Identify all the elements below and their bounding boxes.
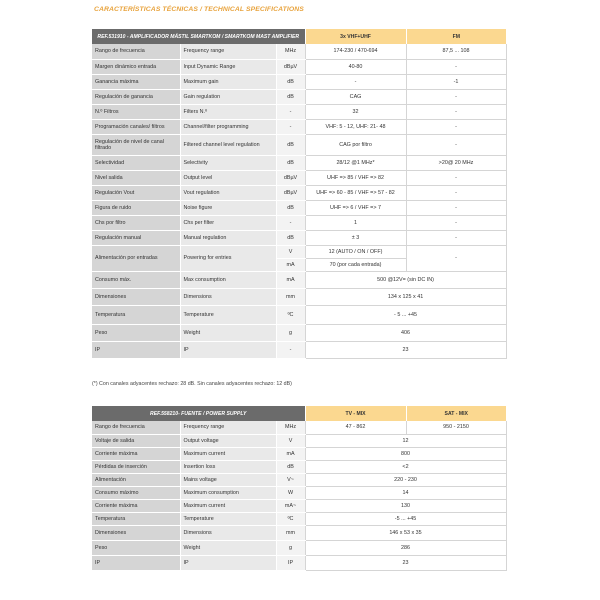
unit-cell: dBµV xyxy=(276,170,305,185)
value-cell: 500 @12V= (sin DC IN) xyxy=(305,271,506,288)
english-label: Maximum consumption xyxy=(180,486,276,499)
spanish-label: Regulación de ganancia xyxy=(92,89,180,104)
table-row xyxy=(92,512,506,525)
value-fm: 87,5 ... 108 xyxy=(406,44,506,59)
english-label: Frequency range xyxy=(180,44,276,59)
table-row xyxy=(92,341,506,358)
value-tv-mix: 47 - 862 xyxy=(305,421,406,434)
table-row xyxy=(92,89,506,104)
table-row xyxy=(92,200,506,215)
table-row xyxy=(92,185,506,200)
english-label: Weight xyxy=(180,324,276,341)
value-fm: -1 xyxy=(406,74,506,89)
spanish-label: Regulación Vout xyxy=(92,185,180,200)
english-label: Frequency range xyxy=(180,421,276,434)
value-vhf-uhf: 174-230 / 470-694 xyxy=(305,44,406,59)
value-fm: - xyxy=(406,119,506,134)
english-label: Filtered channel level regulation xyxy=(180,134,276,155)
table-row xyxy=(92,271,506,288)
unit-cell: mA xyxy=(276,271,305,288)
unit-cell: - xyxy=(276,104,305,119)
value-vhf-uhf: CAG xyxy=(305,89,406,104)
table-title: REF.558210- FUENTE / POWER SUPPLY xyxy=(92,406,305,421)
page-heading: CARACTERÍSTICAS TÉCNICAS / TECHNICAL SPECIFICATIONS xyxy=(94,6,304,13)
unit-cell: IP xyxy=(276,555,305,570)
english-label: Temperature xyxy=(180,305,276,324)
english-label: IP xyxy=(180,341,276,358)
table-row xyxy=(92,245,506,258)
value-cell: 146 x 53 x 35 xyxy=(305,525,506,540)
spanish-label: Alimentación xyxy=(92,473,180,486)
spanish-label: Temperatura xyxy=(92,512,180,525)
spanish-label: Figura de ruido xyxy=(92,200,180,215)
english-label: Max consumption xyxy=(180,271,276,288)
value-cell: 800 xyxy=(305,447,506,460)
value-vhf-uhf: UHF => 60 - 85 / VHF => 57 - 82 xyxy=(305,185,406,200)
unit-cell: ºC xyxy=(276,305,305,324)
table-row xyxy=(92,447,506,460)
spanish-label: Consumo máximo xyxy=(92,486,180,499)
spanish-label: Peso xyxy=(92,324,180,341)
table-body xyxy=(92,44,506,358)
spanish-label: IP xyxy=(92,341,180,358)
value-fm: - xyxy=(406,89,506,104)
value-cell: 406 xyxy=(305,324,506,341)
unit-cell: MHz xyxy=(276,44,305,59)
spanish-label: IP xyxy=(92,555,180,570)
value-cell: 220 - 230 xyxy=(305,473,506,486)
table-row xyxy=(92,473,506,486)
value-cell: -5 ... +45 xyxy=(305,512,506,525)
value-fm: >20@ 20 MHz xyxy=(406,155,506,170)
value-vhf-uhf: CAG por filtro xyxy=(305,134,406,155)
unit-cell: W xyxy=(276,486,305,499)
spanish-label: Margen dinámico entrada xyxy=(92,59,180,74)
value-vhf-uhf: 12 (AUTO / ON / OFF) xyxy=(305,245,406,258)
spanish-label: Rango de frecuencia xyxy=(92,421,180,434)
english-label: Chs per filter xyxy=(180,215,276,230)
power-supply-spec-table xyxy=(92,406,507,571)
english-label: Maximum gain xyxy=(180,74,276,89)
value-cell: 12 xyxy=(305,434,506,447)
unit-cell: mm xyxy=(276,288,305,305)
table-row xyxy=(92,44,506,59)
table-row xyxy=(92,230,506,245)
spanish-label: Regulación de nivel de canal filtrado xyxy=(92,134,180,155)
column-header-tv-mix: TV - MIX xyxy=(305,406,406,421)
amplifier-spec-table xyxy=(92,29,507,359)
unit-cell: mA xyxy=(276,258,305,271)
value-cell: <2 xyxy=(305,460,506,473)
value-cell: 134 x 125 x 41 xyxy=(305,288,506,305)
unit-cell: mA xyxy=(276,447,305,460)
table-row xyxy=(92,104,506,119)
value-cell: 23 xyxy=(305,555,506,570)
spanish-label: Programación canales/ filtros xyxy=(92,119,180,134)
spanish-label: Corriente máxima xyxy=(92,447,180,460)
table-row xyxy=(92,288,506,305)
table-header xyxy=(92,406,506,421)
table-row xyxy=(92,460,506,473)
value-vhf-uhf: UHF => 85 / VHF => 82 xyxy=(305,170,406,185)
table-row xyxy=(92,215,506,230)
value-vhf-uhf: 70 (por cada entrada) xyxy=(305,258,406,271)
table-row xyxy=(92,305,506,324)
table-row xyxy=(92,59,506,74)
unit-cell: dB xyxy=(276,200,305,215)
unit-cell: dB xyxy=(276,89,305,104)
spanish-label: Dimensiones xyxy=(92,288,180,305)
value-fm: - xyxy=(406,59,506,74)
value-cell: 23 xyxy=(305,341,506,358)
spanish-label: Voltaje de salida xyxy=(92,434,180,447)
column-header-fm: FM xyxy=(406,29,506,44)
unit-cell: mm xyxy=(276,525,305,540)
value-sat-mix: 950 - 2150 xyxy=(406,421,506,434)
spanish-label: Chs por filtro xyxy=(92,215,180,230)
spanish-label: Consumo máx. xyxy=(92,271,180,288)
value-vhf-uhf: - xyxy=(305,74,406,89)
unit-cell: ºC xyxy=(276,512,305,525)
english-label: Temperature xyxy=(180,512,276,525)
english-label: Gain regulation xyxy=(180,89,276,104)
english-label: Input Dynamic Range xyxy=(180,59,276,74)
table-row xyxy=(92,434,506,447)
unit-cell: dB xyxy=(276,134,305,155)
value-fm: - xyxy=(406,215,506,230)
spanish-label: Nivel salida xyxy=(92,170,180,185)
value-vhf-uhf: 32 xyxy=(305,104,406,119)
value-fm: - xyxy=(406,185,506,200)
spanish-label: Temperatura xyxy=(92,305,180,324)
unit-cell: dB xyxy=(276,460,305,473)
english-label: Noise figure xyxy=(180,200,276,215)
spanish-label: Corriente máxima xyxy=(92,499,180,512)
spanish-label: N.º Filtros xyxy=(92,104,180,119)
value-cell: 286 xyxy=(305,540,506,555)
table-row xyxy=(92,525,506,540)
english-label: Insertion loss xyxy=(180,460,276,473)
footnote: (*) Con canales adyacentes rechazo: 28 dB. Sin canales adyacentes rechazo: 12 dB) xyxy=(92,381,292,387)
value-cell: - 5 ... +45 xyxy=(305,305,506,324)
column-header-sat-mix: SAT - MIX xyxy=(406,406,506,421)
unit-cell: V~ xyxy=(276,473,305,486)
table-row xyxy=(92,555,506,570)
english-label: Maximum current xyxy=(180,447,276,460)
unit-cell: V xyxy=(276,245,305,258)
spanish-label: Alimentación por entradas xyxy=(92,245,180,271)
english-label: Output voltage xyxy=(180,434,276,447)
english-label: Output level xyxy=(180,170,276,185)
unit-cell: - xyxy=(276,341,305,358)
spanish-label: Regulación manual xyxy=(92,230,180,245)
value-vhf-uhf: 28/12 @1 MHz* xyxy=(305,155,406,170)
table-row xyxy=(92,170,506,185)
value-vhf-uhf: VHF: 5 - 12, UHF: 21- 48 xyxy=(305,119,406,134)
english-label: Channel/filter programming xyxy=(180,119,276,134)
table-header xyxy=(92,29,506,44)
spanish-label: Ganancia máxima xyxy=(92,74,180,89)
english-label: Selectivity xyxy=(180,155,276,170)
english-label: Filters N.º xyxy=(180,104,276,119)
column-header-vhf-uhf: 3x VHF+UHF xyxy=(305,29,406,44)
table-row xyxy=(92,74,506,89)
table-title: REF.531910 - AMPLIFICADOR MÁSTIL SMARTKOM / SMARTKOM MAST AMPLIFIER xyxy=(92,29,305,44)
value-fm: - xyxy=(406,245,506,271)
english-label: Powering for entries xyxy=(180,245,276,271)
table-row xyxy=(92,324,506,341)
unit-cell: dBµV xyxy=(276,59,305,74)
english-label: IP xyxy=(180,555,276,570)
unit-cell: g xyxy=(276,540,305,555)
table-row xyxy=(92,155,506,170)
english-label: Manual regulation xyxy=(180,230,276,245)
unit-cell: dB xyxy=(276,74,305,89)
unit-cell: g xyxy=(276,324,305,341)
table-row xyxy=(92,134,506,155)
value-cell: 14 xyxy=(305,486,506,499)
table-row xyxy=(92,119,506,134)
value-vhf-uhf: UHF => 6 / VHF => 7 xyxy=(305,200,406,215)
spanish-label: Peso xyxy=(92,540,180,555)
value-fm: - xyxy=(406,134,506,155)
spanish-label: Dimensiones xyxy=(92,525,180,540)
table-body xyxy=(92,421,506,570)
unit-cell: MHz xyxy=(276,421,305,434)
unit-cell: V xyxy=(276,434,305,447)
unit-cell: dBµV xyxy=(276,185,305,200)
value-fm: - xyxy=(406,230,506,245)
unit-cell: mA~ xyxy=(276,499,305,512)
english-label: Dimensions xyxy=(180,525,276,540)
unit-cell: - xyxy=(276,215,305,230)
spanish-label: Pérdidas de inserción xyxy=(92,460,180,473)
value-vhf-uhf: 1 xyxy=(305,215,406,230)
unit-cell: - xyxy=(276,119,305,134)
table-row xyxy=(92,499,506,512)
value-fm: - xyxy=(406,200,506,215)
english-label: Maximum current xyxy=(180,499,276,512)
unit-cell: dB xyxy=(276,155,305,170)
table-row xyxy=(92,540,506,555)
value-fm: - xyxy=(406,170,506,185)
english-label: Weight xyxy=(180,540,276,555)
spanish-label: Selectividad xyxy=(92,155,180,170)
table-row xyxy=(92,486,506,499)
spanish-label: Rango de frecuencia xyxy=(92,44,180,59)
value-vhf-uhf: 40-80 xyxy=(305,59,406,74)
value-cell: 130 xyxy=(305,499,506,512)
english-label: Dimensions xyxy=(180,288,276,305)
table-row xyxy=(92,421,506,434)
value-fm: - xyxy=(406,104,506,119)
unit-cell: dB xyxy=(276,230,305,245)
english-label: Vout regulation xyxy=(180,185,276,200)
english-label: Mains voltage xyxy=(180,473,276,486)
value-vhf-uhf: ± 3 xyxy=(305,230,406,245)
